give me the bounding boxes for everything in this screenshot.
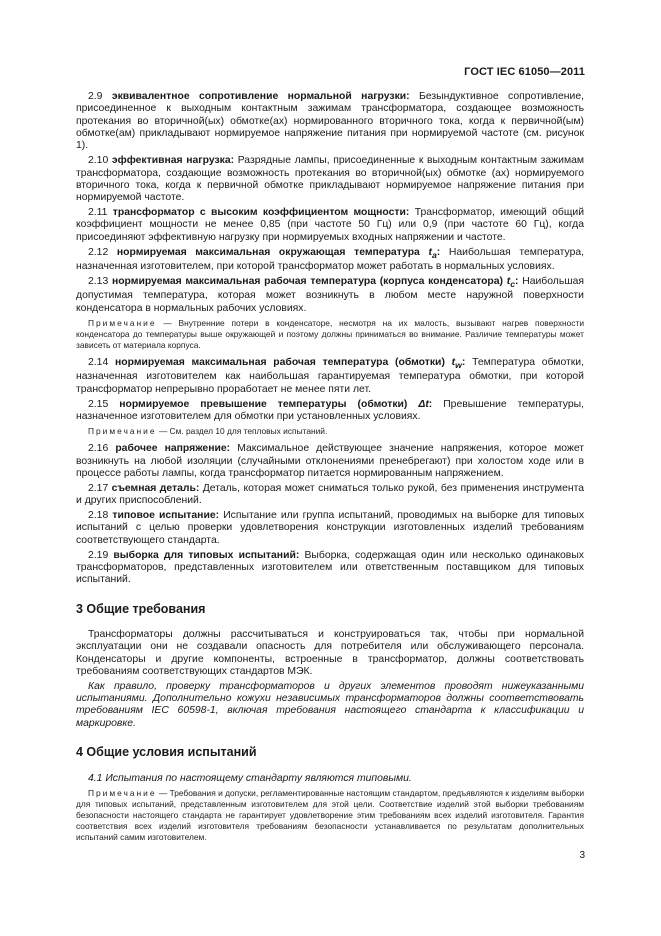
definition-text: Максимальное действующее значение напряжения, которое может возникнуть на любой изоляции (случайными отклонениями пренебрегают) при холостом ходе или в процессе работы лампы, когда трансформатор питается нормированным напряжением. [76, 443, 585, 479]
term-symbol: t [428, 246, 432, 258]
section-3-paragraph-2: Как правило, проверку трансформаторов и других элементов проводят нижеуказанными испытаниями. Дополнительно кожухи независимых трансформаторов должны соответствовать требованиям IEC 60598-1, включая требования настоящего стандарта к классификации и маркировке. [76, 680, 584, 729]
definition-2-16 [76, 443, 584, 480]
term-name: нормируемое превышение температуры (обмотки) [119, 398, 408, 410]
term-symbol: t [451, 357, 456, 368]
document-header: ГОСТ IEC 61050—2011 [464, 66, 585, 78]
term-name: выборка для типовых испытаний: [113, 549, 300, 561]
clause-number: 2.11 [88, 207, 108, 219]
term-symbol-subscript: a [431, 249, 437, 260]
definition-2-12: 2.12 нормируемая максимальная окружающая температура $t_a$: Наибольшая температура, назначенная изготовителем, при которой трансформатор может работать в нормальных условиях. [76, 246, 585, 273]
definition-text: Превышение температуры, назначенное изготовителем для обмотки при установленных условиях. [76, 398, 585, 422]
term-name: рабочее напряжение: [115, 443, 231, 455]
clause-number: 2.14 [88, 357, 109, 368]
clause-number: 2.10 [88, 155, 109, 167]
term-name: эквивалентное сопротивление нормальной нагрузки: [111, 91, 410, 102]
definitions-block-1 [76, 91, 584, 315]
term-symbol: t [506, 275, 511, 287]
definition-2-9 [76, 91, 584, 153]
clause-number: 4.1 [88, 772, 103, 784]
term-name: нормируемая максимальная рабочая температура (обмотки) [115, 357, 445, 368]
definition-2-10 [76, 155, 584, 204]
section-4-heading: 4 Общие условия испытаний [76, 745, 257, 760]
definition-text: Наибольшая температура, назначенная изготовителем, при которой трансформатор может работать в нормальных условиях. [76, 246, 585, 273]
clause-number: 2.19 [88, 549, 109, 561]
definition-2-14: 2.14 нормируемая максимальная рабочая температура (обмотки) $t_w$: Температура обмотки, назначенная изготовителем как наибольшая гарантируемая температура обмотки, при которой трансформатор непрерывно проработает не менее пяти лет. [76, 357, 584, 395]
definition-text: Разрядные лампы, присоединенные к выходным контактным зажимам трансформатора, создающие возможность протекания во вторичной(ых) обмотке (ах) нормируемого вторичного тока, когда к первичной обмотке прикладывают нормируемое напряжение питания при нормируемой частоте. [76, 155, 585, 204]
term-name: нормируемая максимальная окружающая температура [116, 246, 420, 258]
definition-2-19 [76, 550, 584, 587]
definition-2-11 [76, 207, 584, 244]
term-symbol-subscript: c [510, 278, 516, 289]
note-2-15 [76, 426, 584, 437]
clause-number: 2.15 [88, 398, 109, 410]
definitions-block-3 [76, 443, 584, 586]
note-2-13 [76, 318, 584, 351]
note-text: — См. раздел 10 для тепловых испытаний. [158, 426, 328, 437]
definition-2-13: 2.13 нормируемая максимальная рабочая температура (корпуса конденсатора) $t_c$: Наибольшая допустимая температура, которая может возникнуть в любом месте наружной поверхности конденсатора в нормальных рабочих условиях. [76, 275, 585, 314]
definition-text: Испытание или группа испытаний, проводимых на выборке для типовых испытаний с целью проверки удовлетворения конструкции изготовленных изделий требованиям соответствующего стандарта. [76, 510, 585, 546]
definition-text: Выборка, содержащая один или несколько одинаковых трансформаторов, представленных изготовителем или ответственным поставщиком для типовых испытаний. [76, 549, 584, 586]
note-label: Примечание [88, 787, 157, 798]
term-name: эффективная нагрузка: [111, 155, 235, 167]
clause-number: 2.16 [88, 443, 109, 455]
term-name: съемная деталь: [111, 482, 200, 494]
note-label: Примечание [88, 318, 157, 328]
clause-number: 2.9 [88, 91, 103, 102]
clause-number: 2.18 [88, 510, 109, 522]
term-symbol-subscript: w [455, 360, 462, 371]
term-name: нормируемая максимальная рабочая температура (корпуса конденсатора) [111, 275, 504, 287]
definitions-block-2 [76, 357, 584, 423]
section-3-heading: 3 Общие требования [76, 601, 206, 616]
clause-number: 2.12 [88, 246, 109, 258]
section-3-paragraph-1: Трансформаторы должны рассчитываться и конструироваться так, чтобы при нормальной эксплуатации они не создавали опасность для потребителя или обслуживающего персонала. Конденсаторы и другие компоненты, встроенные в трансформатор, должны соответствовать требованиям соответствующих стандартов МЭК. [76, 628, 584, 677]
clause-text: Испытания по настоящему стандарту являются типовыми. [105, 772, 412, 784]
term-name: типовое испытание: [112, 510, 220, 522]
clause-number: 2.13 [88, 275, 109, 287]
note-text: — Внутренние потери в конденсаторе, несмотря на их малость, вызывают нагрев поверхности конденсатора до температуры выше окружающей и поэтому должны приниматься во внимание. Различие температуры может зависеть от материала корпуса. [76, 318, 584, 350]
definition-2-18 [76, 510, 584, 547]
definition-2-17 [76, 483, 584, 508]
definition-text: Деталь, которая может сниматься только рукой, без применения инструмента и других приспособлений. [76, 482, 585, 507]
section-4-paragraph-1 [76, 773, 584, 785]
term-symbol: Δt [418, 398, 429, 410]
definition-2-15: 2.15 нормируемое превышение температуры (обмотки) Δt: Превышение температуры, назначенное изготовителем для обмотки при установленных условиях. [76, 398, 585, 422]
definition-text: Безындуктивное сопротивление, присоединенное к выходным контактным зажимам трансформатора, создающее возможность протекания во вторичной(ых) обмотке(ах) нормированного вторичного тока, когда к первичной(ым) обмотке(ам) прикладывают нормируемое напряжение питания при нормируемой частоте (см. рисунок 1). [76, 91, 584, 152]
definition-text: Трансформатор, имеющий общий коэффициент мощности не менее 0,85 (при частоте 50 Гц) или 0,9 (при частоте 60 Гц), когда присоединяют эффективную нагрузку при нормируемых входных напряжении и частоте. [76, 207, 585, 243]
document-body [76, 91, 584, 849]
note-text: — Требования и допуски, регламентированные настоящим стандартом, предъявляются к изделиям выборки для типовых испытаний, представленным изготовителем для этой цели. Соответствие изделий этой выборки требованиям безопасности настоящего стандарта не гарантирует удовлетворение этим требованиям всех изделий изготовителя. Гарантия соответствия всех изделий изготовителя требованиям безопасности устанавливается по результатам дополнительных испытаний самим изготовителем. [76, 787, 585, 842]
note-section-4 [76, 788, 584, 843]
note-label: Примечание [88, 426, 157, 437]
definition-text: Температура обмотки, назначенная изготовителем как наибольшая гарантируемая температура обмотки, при которой трансформатор непрерывно проработает не менее пяти лет. [76, 357, 584, 395]
clause-number: 2.17 [88, 482, 109, 494]
term-name: трансформатор с высоким коэффициентом мощности: [112, 207, 410, 219]
definition-text: Наибольшая допустимая температура, которая может возникнуть в любом месте наружной поверхности конденсатора в нормальных рабочих условиях. [76, 275, 585, 314]
page-number: 3 [579, 850, 585, 861]
